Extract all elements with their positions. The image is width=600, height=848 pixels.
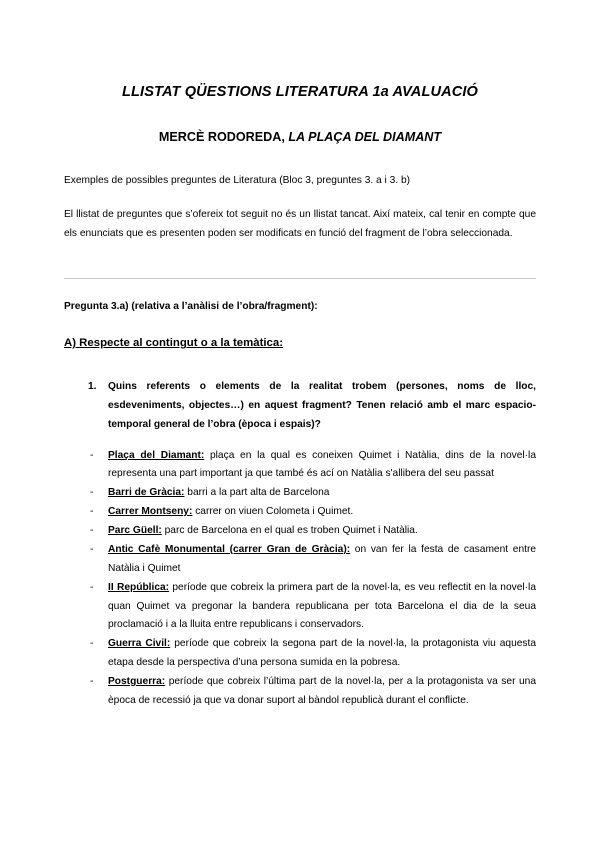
- question-number: 1.: [88, 380, 97, 392]
- list-item: [64, 635, 536, 673]
- subtitle-work: LA PLAÇA DEL DIAMANT: [288, 129, 442, 144]
- reference-description: carrer on viuen Colometa i Quimet.: [192, 506, 354, 518]
- list-item: [64, 673, 536, 711]
- list-item: [64, 447, 536, 485]
- bullet-marker: -: [90, 638, 94, 650]
- bullet-marker: -: [90, 525, 94, 537]
- reference-term: Postguerra:: [108, 676, 166, 688]
- reference-term: Barri de Gràcia:: [108, 487, 185, 499]
- reference-description: plaça en la qual es coneixen Quimet i Natàlia, dins de la novel·la representa una part important ja que també és ací on Natàlia s'allibera del seu passat: [108, 449, 536, 480]
- question-text: Quins referents o elements de la realitat trobem (persones, noms de lloc, esdeveniments, objectes…) en aquest fragment? Tenen relació amb el marc espacio-temporal general de l’obra (època i espais)?: [108, 380, 536, 430]
- reference-description: període que cobreix la primera part de la novel·la, es veu reflectit en la novel·la quan Quimet va pregonar la bandera republicana per tota Barcelona el dia de la seua proclamació i a la lluita entre republicans i conservadors.: [108, 581, 536, 631]
- bullet-marker: -: [90, 676, 94, 688]
- list-item: [64, 541, 536, 579]
- list-item: [64, 579, 536, 636]
- bullet-marker: -: [90, 581, 94, 593]
- intro-line: Exemples de possibles preguntes de Literatura (Bloc 3, preguntes 3. a i 3. b): [64, 174, 411, 186]
- list-item: [64, 503, 536, 522]
- list-item: [64, 378, 536, 435]
- reference-description: període que cobreix la segona part de la novel·la, la protagonista viu aquesta etapa desde la perspectiva d’una persona sumida en la pobresa.: [108, 638, 536, 669]
- reference-term: Plaça del Diamant:: [108, 449, 205, 461]
- bullet-marker: -: [90, 487, 94, 499]
- bullet-marker: -: [90, 506, 94, 518]
- reference-description: parc de Barcelona en el qual es troben Quimet i Natàlia.: [161, 525, 418, 537]
- reference-term: Carrer Montseny:: [108, 506, 193, 518]
- reference-term: II República:: [108, 581, 170, 593]
- reference-description: on van fer la festa de casament entre Natàlia i Quimet: [108, 543, 536, 574]
- reference-list: [64, 435, 536, 711]
- reference-description: barri a la part alta de Barcelona: [184, 487, 330, 499]
- reference-term: Guerra Civil:: [108, 638, 171, 650]
- list-item: [64, 484, 536, 503]
- subtitle-author: MERCÈ RODOREDA,: [158, 129, 285, 144]
- question-list: [64, 352, 536, 435]
- intro-paragraph: El llistat de preguntes que s’ofereix tot seguit no és un llistat tancat. Així mateix, cal tenir en compte que els enunciats que es presenten poden ser modificats en funció del fragment de l’obra seleccionada.: [64, 208, 536, 239]
- document-subtitle: [64, 102, 536, 145]
- reference-term: Antic Cafè Monumental (carrer Gran de Gràcia):: [108, 543, 351, 555]
- reference-description: període que cobreix l’última part de la novel·la, per a la protagonista va ser una època de recessió ja que va donar suport al bàndol republicà durant el conflicte.: [108, 676, 536, 706]
- bullet-marker: -: [90, 449, 94, 461]
- section-label: Pregunta 3.a) (relativa a l’anàlisi de l’obra/fragment):: [64, 300, 318, 312]
- section-heading: A) Respecte al contingut o a la temàtica:: [64, 336, 284, 349]
- reference-term: Parc Güell:: [108, 525, 162, 537]
- page-title: LLISTAT QÜESTIONS LITERATURA 1a AVALUACIÓ: [122, 84, 478, 100]
- bullet-marker: -: [90, 543, 94, 555]
- list-item: [64, 522, 536, 541]
- section-divider: [64, 278, 536, 279]
